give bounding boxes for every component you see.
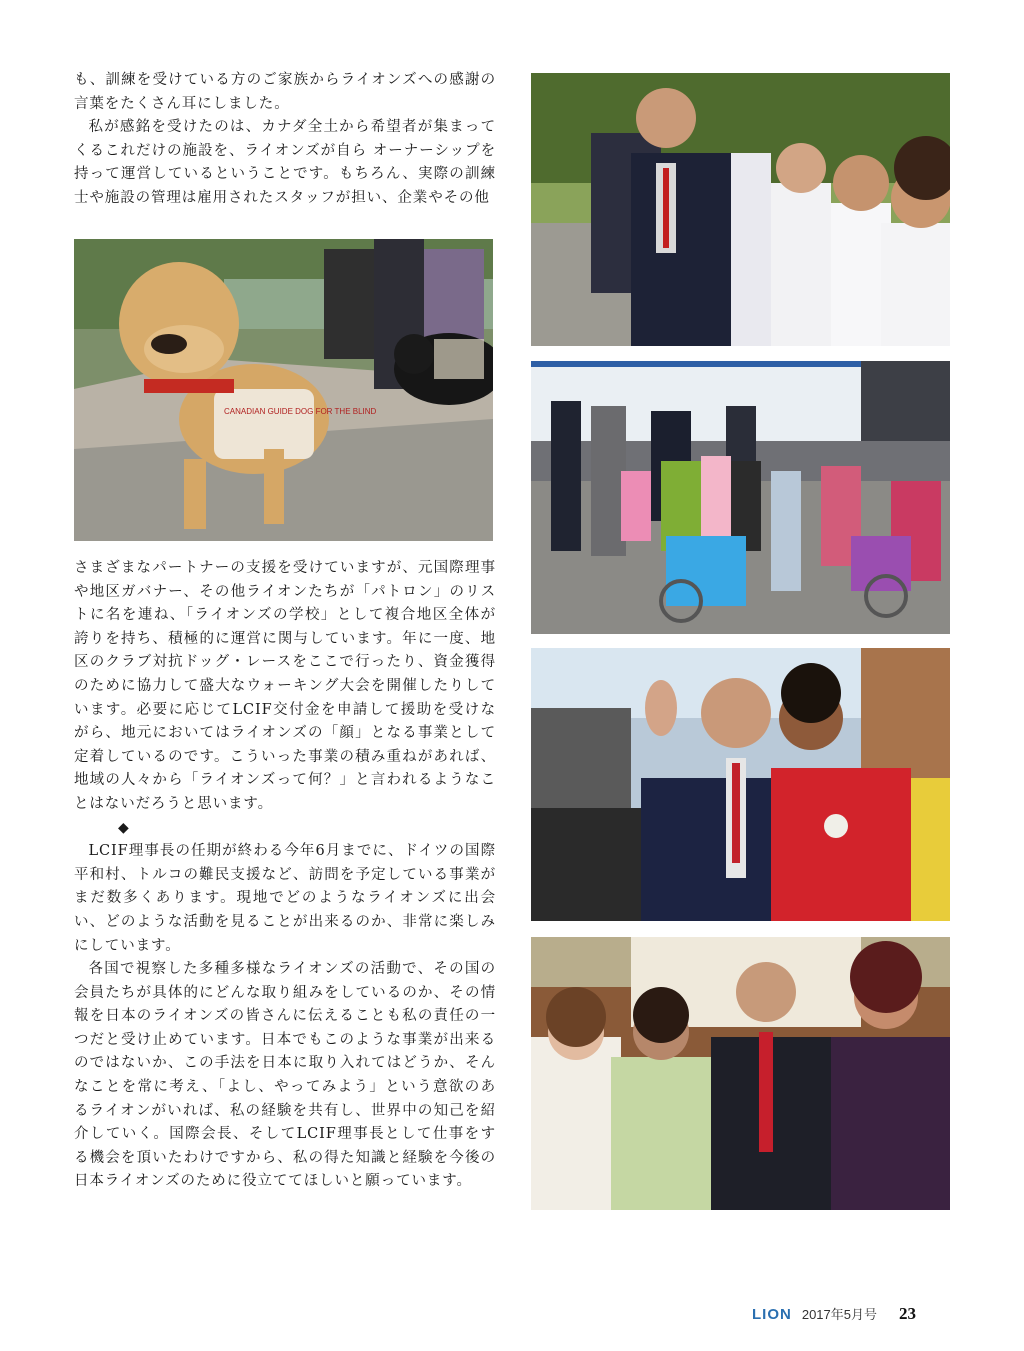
photo-handshake-children	[531, 73, 950, 346]
paragraph: 私が感銘を受けたのは、カナダ全土から希望者が集まってくるこれだけの施設を、ライオンズが自ら オーナーシップを持って運営しているということです。もちろん、実際の訓練士や施設の管理は雇用されたスタッフが担い、企業やその他	[74, 119, 496, 206]
paragraph: 各国で視察した多種多様なライオンズの活動で、その国の会員たちが具体的にどんな取り組みをしているのか、その情報を日本のライオンズの皆さんに伝えることも私の責任の一つだと受け止めています。日本でもこのような事業が出来るのではないか、この手法を日本に取り入れてはどうか、そんなことを常に考え、「よし、やってみよう」という意欲のあるライオンがいれば、私の経験を共有し、世界中の知己を紹介していく。国際会長、そしてLCIF理事長として仕事をする機会を頂いたわけですから、私の得た知識と経験を今後の日本ライオンズのために役立ててほしいと願っています。	[74, 961, 496, 1190]
guide-dog-photo	[74, 239, 493, 541]
photo-group-wheelchairs	[531, 361, 950, 634]
dog-vest-text: CANADIAN GUIDE DOG FOR THE BLIND	[224, 407, 377, 416]
article-text-top	[74, 69, 496, 211]
page-footer	[752, 1304, 916, 1326]
page-number: 23	[899, 1304, 916, 1323]
photo-waving-crowd	[531, 648, 950, 921]
paragraph: さまざまなパートナーの支援を受けていますが、元国際理事や地区ガバナー、その他ライオンたちが「パトロン」のリストに名を連ね、「ライオンズの学校」として複合地区全体が誇りを持ち、積極的に運営に関与しています。年に一度、地区のクラブ対抗ドッグ・レースをここで行ったり、資金獲得のために協力して盛大なウォーキング大会を開催したりしています。必要に応じてLCIF交付金を申請して援助を受けながら、地元においてはライオンズの「顔」となる事業として定着しているのです。こういった事業の積み重ねがあれば、地域の人々から「ライオンズって何？」と言われるようなことはないだろうと思います。	[74, 560, 496, 812]
paragraph: LCIF理事長の任期が終わる今年6月までに、ドイツの国際平和村、トルコの難民支援など、訪問を予定している事業がまだ数多くあります。現地でどのようなライオンズに出会い、どのような活動を見ることが出来るのか、非常に楽しみにしています。	[74, 843, 496, 954]
photo-conference-group	[531, 937, 950, 1210]
magazine-brand: LION	[752, 1306, 792, 1323]
paragraph: も、訓練を受けている方のご家族からライオンズへの感謝の言葉をたくさん耳にしました。	[74, 72, 496, 112]
section-divider: ◆	[118, 819, 129, 836]
article-text-bottom	[74, 557, 496, 1194]
issue-label: 2017年5月号	[801, 1307, 877, 1322]
